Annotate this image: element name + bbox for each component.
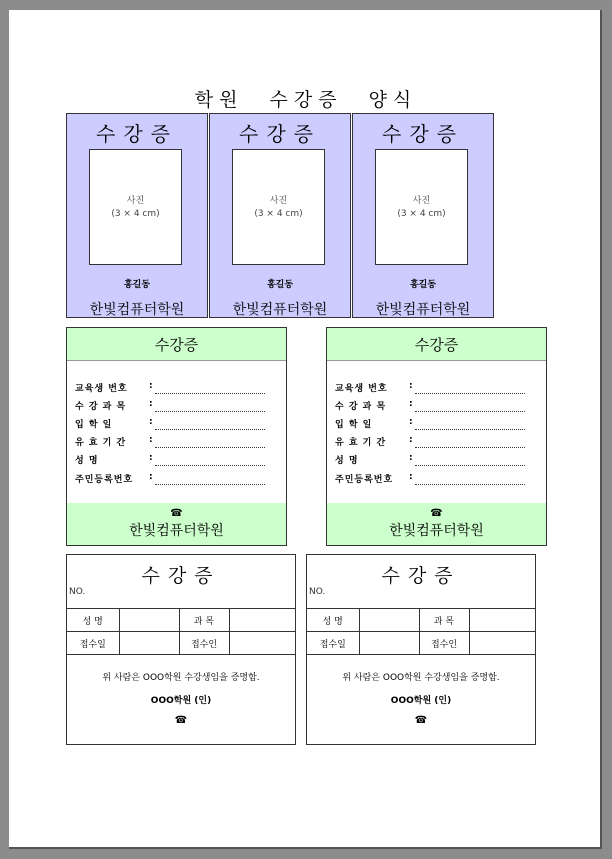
academy-seal: OOO학원 (인): [150, 696, 212, 706]
field-row: [75, 453, 265, 467]
receiver-label: 접수인: [419, 632, 469, 655]
card-header: 수강증: [67, 328, 286, 361]
field-row: [75, 381, 265, 395]
field-line[interactable]: [155, 447, 265, 448]
card-header: 수강증: [96, 122, 178, 146]
field-row: [75, 435, 265, 449]
certification-message: 위 사람은 OOO학원 수강생임을 증명함.: [342, 673, 500, 683]
photo-placeholder: [232, 149, 325, 265]
academy-seal: OOO학원 (인): [390, 696, 452, 706]
field-label: 유 효 기 간: [75, 438, 127, 448]
course-cell[interactable]: [469, 609, 535, 632]
photo-placeholder: [89, 149, 182, 265]
card-header: 수강증: [382, 122, 464, 146]
course-label: 과 목: [179, 609, 229, 632]
field-row: [75, 399, 265, 413]
phone-icon: ☎: [170, 508, 183, 519]
number-label: NO.: [69, 587, 86, 597]
field-label: 입 학 일: [75, 420, 113, 430]
name-label: 성 명: [307, 609, 359, 632]
photo-card: [352, 113, 494, 318]
academy-name: 한빛컴퓨터학원: [89, 302, 185, 318]
receipt-date-cell[interactable]: [359, 632, 419, 655]
field-row: [335, 381, 525, 395]
field-line[interactable]: [415, 465, 525, 466]
name-cell[interactable]: [119, 609, 179, 632]
field-row: [335, 453, 525, 467]
field-row: [335, 399, 525, 413]
page-title: 학원 수강증 양식: [194, 89, 418, 111]
field-label: 주민등록번호: [335, 475, 394, 485]
field-line[interactable]: [155, 465, 265, 466]
field-colon: :: [409, 472, 413, 482]
field-line[interactable]: [155, 411, 265, 412]
academy-name: 한빛컴퓨터학원: [232, 302, 328, 318]
card-header: 수강증: [141, 565, 221, 587]
field-line[interactable]: [415, 484, 525, 485]
field-colon: :: [149, 417, 153, 427]
field-label: 교육생 번호: [335, 384, 388, 394]
student-name: 홍길동: [409, 280, 437, 290]
info-table: [67, 608, 295, 655]
photo-card: [209, 113, 351, 318]
photo-placeholder: [375, 149, 468, 265]
academy-name: 한빛컴퓨터학원: [129, 523, 224, 539]
field-label: 수 강 과 목: [75, 402, 127, 412]
phone-icon: ☎: [430, 508, 443, 519]
info-table: [307, 608, 535, 655]
field-label: 주민등록번호: [75, 475, 134, 485]
card-footer: [67, 503, 286, 545]
field-line[interactable]: [415, 429, 525, 430]
field-colon: :: [149, 381, 153, 391]
field-label: 성 명: [75, 456, 99, 466]
number-label: NO.: [309, 587, 326, 597]
receiver-cell[interactable]: [469, 632, 535, 655]
field-colon: :: [409, 417, 413, 427]
phone-icon: ☎: [174, 715, 188, 726]
receipt-card: [306, 554, 536, 745]
card-header: 수강증: [381, 565, 461, 587]
receipt-date-cell[interactable]: [119, 632, 179, 655]
receipt-date-label: 접수일: [307, 632, 359, 655]
course-cell[interactable]: [229, 609, 295, 632]
field-label: 성 명: [335, 456, 359, 466]
card-header: 수강증: [239, 122, 321, 146]
photo-size: (3 × 4 cm): [397, 209, 446, 219]
course-label: 과 목: [419, 609, 469, 632]
receipt-date-label: 접수일: [67, 632, 119, 655]
card-header: 수강증: [327, 328, 546, 361]
form-card: [326, 327, 547, 546]
field-colon: :: [149, 472, 153, 482]
field-colon: :: [409, 453, 413, 463]
field-label: 유 효 기 간: [335, 438, 387, 448]
student-name: 홍길동: [266, 280, 294, 290]
field-colon: :: [409, 399, 413, 409]
receiver-cell[interactable]: [229, 632, 295, 655]
field-row: [335, 472, 525, 486]
field-row: [75, 472, 265, 486]
academy-name: 한빛컴퓨터학원: [389, 523, 484, 539]
field-row: [335, 417, 525, 431]
photo-size: (3 × 4 cm): [111, 209, 160, 219]
phone-icon: ☎: [414, 715, 428, 726]
field-colon: :: [409, 381, 413, 391]
receiver-label: 접수인: [179, 632, 229, 655]
name-label: 성 명: [67, 609, 119, 632]
field-colon: :: [149, 435, 153, 445]
receipt-card: [66, 554, 296, 745]
field-line[interactable]: [155, 429, 265, 430]
photo-label: 사진: [269, 196, 288, 206]
field-label: 입 학 일: [335, 420, 373, 430]
card-footer: [327, 503, 546, 545]
form-card: [66, 327, 287, 546]
field-row: [335, 435, 525, 449]
field-label: 교육생 번호: [75, 384, 128, 394]
field-colon: :: [149, 399, 153, 409]
field-line[interactable]: [155, 393, 265, 394]
field-line[interactable]: [415, 411, 525, 412]
student-name: 홍길동: [123, 280, 151, 290]
field-line[interactable]: [415, 393, 525, 394]
photo-card: [66, 113, 208, 318]
field-label: 수 강 과 목: [335, 402, 387, 412]
field-colon: :: [149, 453, 153, 463]
field-row: [75, 417, 265, 431]
certification-message: 위 사람은 OOO학원 수강생임을 증명함.: [102, 673, 260, 683]
photo-size: (3 × 4 cm): [254, 209, 303, 219]
photo-label: 사진: [412, 196, 431, 206]
academy-name: 한빛컴퓨터학원: [375, 302, 471, 318]
field-colon: :: [409, 435, 413, 445]
name-cell[interactable]: [359, 609, 419, 632]
field-line[interactable]: [155, 484, 265, 485]
field-line[interactable]: [415, 447, 525, 448]
photo-label: 사진: [126, 196, 145, 206]
